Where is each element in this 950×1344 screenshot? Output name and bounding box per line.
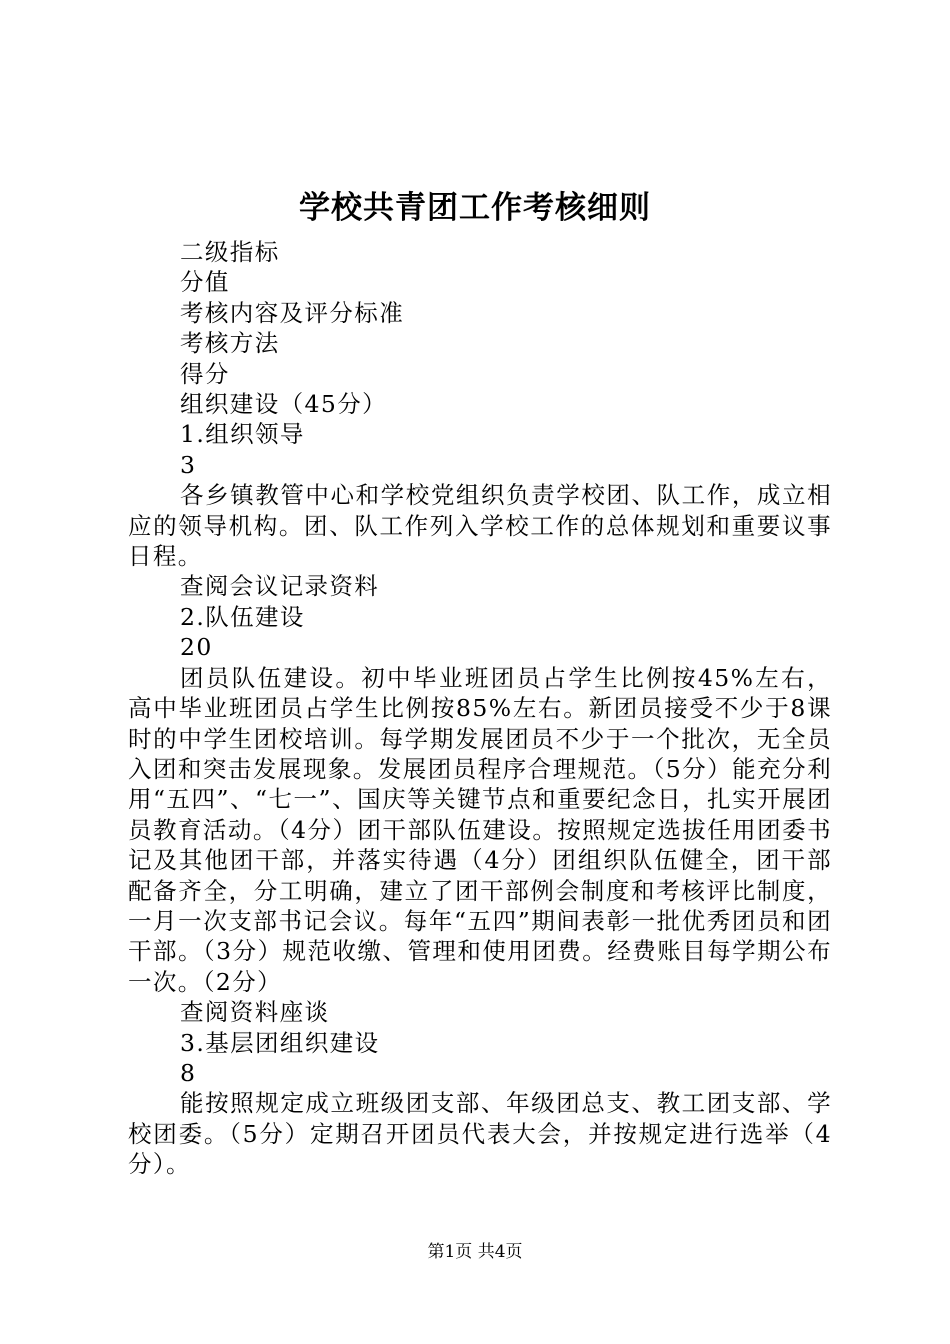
header-secondary-indicator: 二级指标 xyxy=(180,238,280,266)
item-3-score: 8 xyxy=(180,1058,197,1087)
header-assessment-method: 考核方法 xyxy=(180,329,280,358)
item-1-method: 查阅会议记录资料 xyxy=(180,572,380,601)
header-assessment-content: 考核内容及评分标准 xyxy=(180,298,405,327)
document-title: 学校共青团工作考核细则 xyxy=(299,190,651,226)
header-points: 得分 xyxy=(180,359,230,388)
item-3-name: 3.基层团组织建设 xyxy=(180,1028,380,1057)
section-organization: 组织建设（45分） xyxy=(180,390,388,419)
item-1-score: 3 xyxy=(180,450,197,479)
page-footer: 第1页 共4页 xyxy=(427,1242,523,1262)
item-2-name: 2.队伍建设 xyxy=(180,602,305,631)
item-3-content: 能按照规定成立班级团支部、年级团总支、教工团支部、学校团委。（5分）定期召开团员代表大会，并按规定进行选举（4分）。 xyxy=(128,1089,832,1179)
header-score-value: 分值 xyxy=(180,268,230,297)
item-2-content: 团员队伍建设。初中毕业班团员占学生比例按45%左右，高中毕业班团员占学生比例按85%左右。新团员接受不少于8课时的中学生团校培训。每学期发展团员不少于一个批次，无全员入团和突击发展现象。发展团员程序合理规范。（5分）能充分利用“五四”、“七一”、国庆等关键节点和重要纪念日，扎实开展团员教育活动。（4分）团干部队伍建设。按照规定选拔任用团委书记及其他团干部，并落实待遇（4分）团组织队伍健全，团干部配备齐全，分工明确，建立了团干部例会制度和考核评比制度，一月一次支部书记会议。每年“五四”期间表彰一批优秀团员和团干部。（3分）规范收缴、管理和使用团费。经费账目每学期公布一次。（2分） xyxy=(128,663,832,996)
item-2-score: 20 xyxy=(180,633,213,662)
document-body xyxy=(128,237,832,1180)
item-1-name: 1.组织领导 xyxy=(180,420,305,449)
item-2-method: 查阅资料座谈 xyxy=(180,998,330,1027)
item-1-content: 各乡镇教管中心和学校党组织负责学校团、队工作，成立相应的领导机构。团、队工作列入学校工作的总体规划和重要议事日程。 xyxy=(128,481,832,571)
